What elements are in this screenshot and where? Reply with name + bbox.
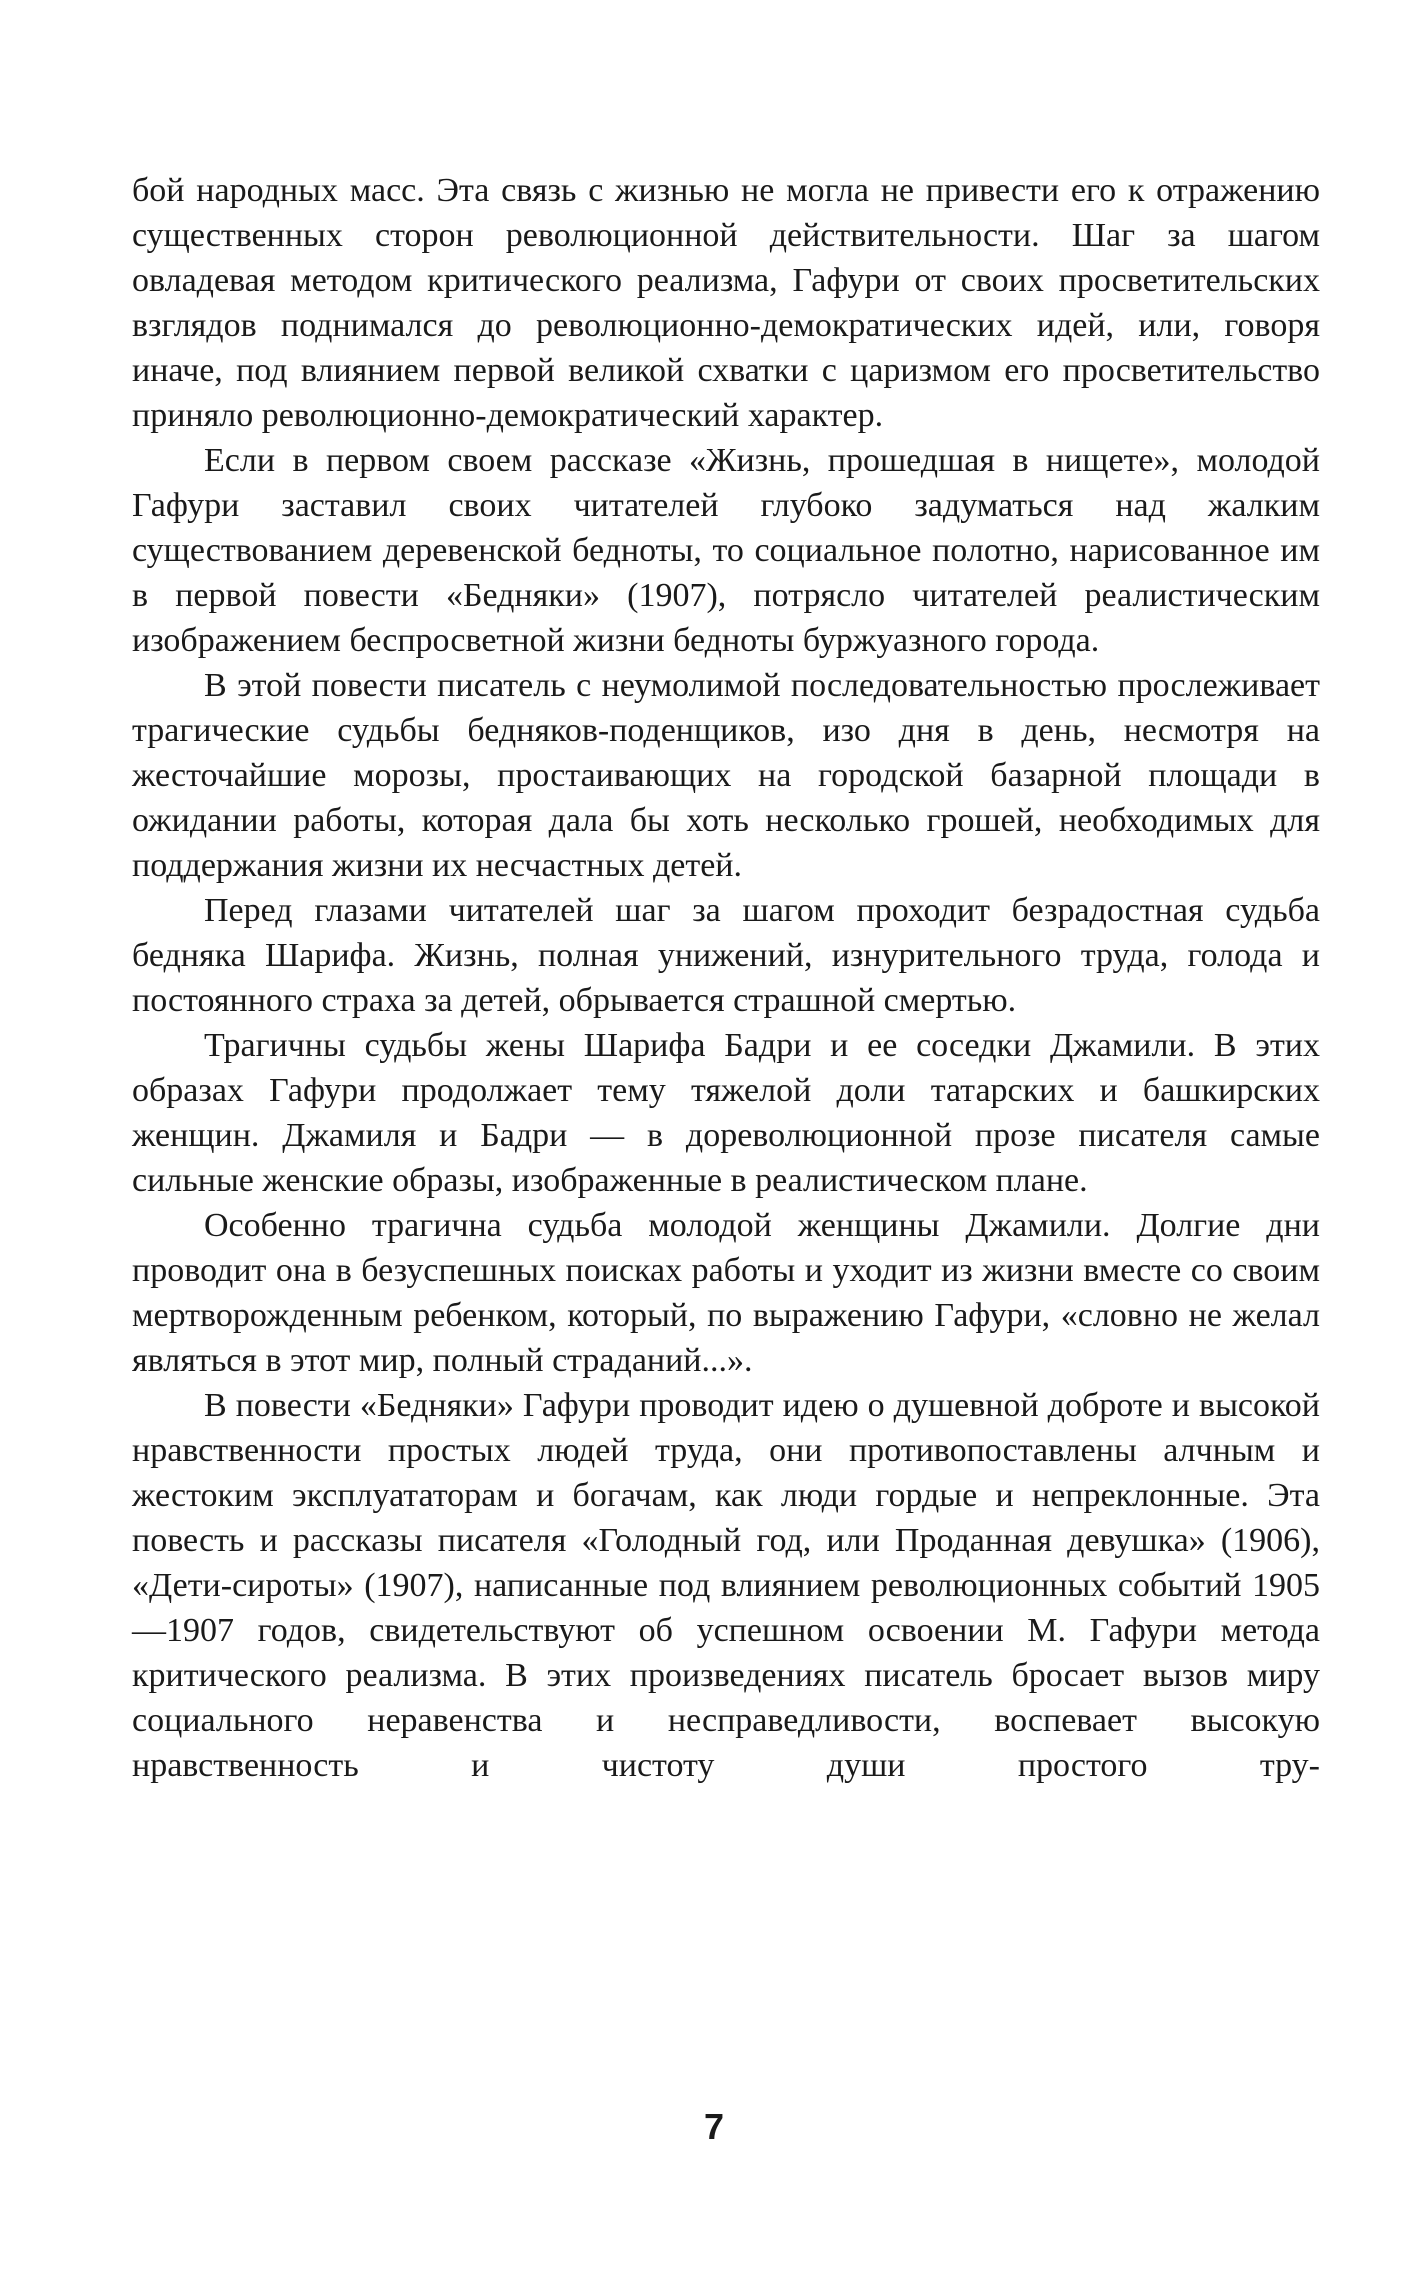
paragraph-2: Если в первом своем рассказе «Жизнь, прошедшая в нищете», молодой Гафури заставил своих читателей глубоко задуматься над жалким существованием деревенской бедноты, то социальное полотно, нарисованное им в первой повести «Бедняки» (1907), потрясло читателей реалистическим изображением беспросветной жизни бедноты буржуазного города. (132, 442, 1320, 659)
body-text (132, 168, 1320, 1788)
page-number: 7 (703, 2106, 725, 2147)
paragraph-3: В этой повести писатель с неумолимой последовательностью прослеживает трагические судьбы бедняков-поденщиков, изо дня в день, несмотря на жесточайшие морозы, простаивающих на городской базарной площади в ожидании работы, которая дала бы хоть несколько грошей, необходимых для поддержания жизни их несчастных детей. (132, 667, 1320, 884)
paragraph-7: В повести «Бедняки» Гафури проводит идею о душевной доброте и высокой нравственности простых людей труда, они противопоставлены алчным и жестоким эксплуататорам и богачам, как люди гордые и непреклонные. Эта повесть и рассказы писателя «Голодный год, или Проданная девушка» (1906), «Дети-сироты» (1907), написанные под влиянием революционных событий 1905—1907 годов, свидетельствуют об успешном освоении М. Гафури метода критического реализма. В этих произведениях писатель бросает вызов миру социального неравенства и несправедливости, воспевает высокую нравственность и чистоту души простого тру- (132, 1387, 1320, 1784)
paragraph-1: бой народных масс. Эта связь с жизнью не могла не привести его к отражению существенных сторон революционной действительности. Шаг за шагом овладевая методом критического реализма, Гафури от своих просветительских взглядов поднимался до революционно-демократических идей, или, говоря иначе, под влиянием первой великой схватки с царизмом его просветительство приняло революционно-демократический характер. (132, 172, 1320, 434)
paragraph-4: Перед глазами читателей шаг за шагом проходит безрадостная судьба бедняка Шарифа. Жизнь, полная унижений, изнурительного труда, голода и постоянного страха за детей, обрывается страшной смертью. (132, 892, 1320, 1019)
paragraph-5: Трагичны судьбы жены Шарифа Бадри и ее соседки Джамили. В этих образах Гафури продолжает тему тяжелой доли татарских и башкирских женщин. Джамиля и Бадри — в дореволюционной прозе писателя самые сильные женские образы, изображенные в реалистическом плане. (132, 1027, 1320, 1199)
paragraph-6: Особенно трагична судьба молодой женщины Джамили. Долгие дни проводит она в безуспешных поисках работы и уходит из жизни вместе со своим мертворожденным ребенком, который, по выражению Гафури, «словно не желал являться в этот мир, полный страданий...». (132, 1207, 1320, 1379)
